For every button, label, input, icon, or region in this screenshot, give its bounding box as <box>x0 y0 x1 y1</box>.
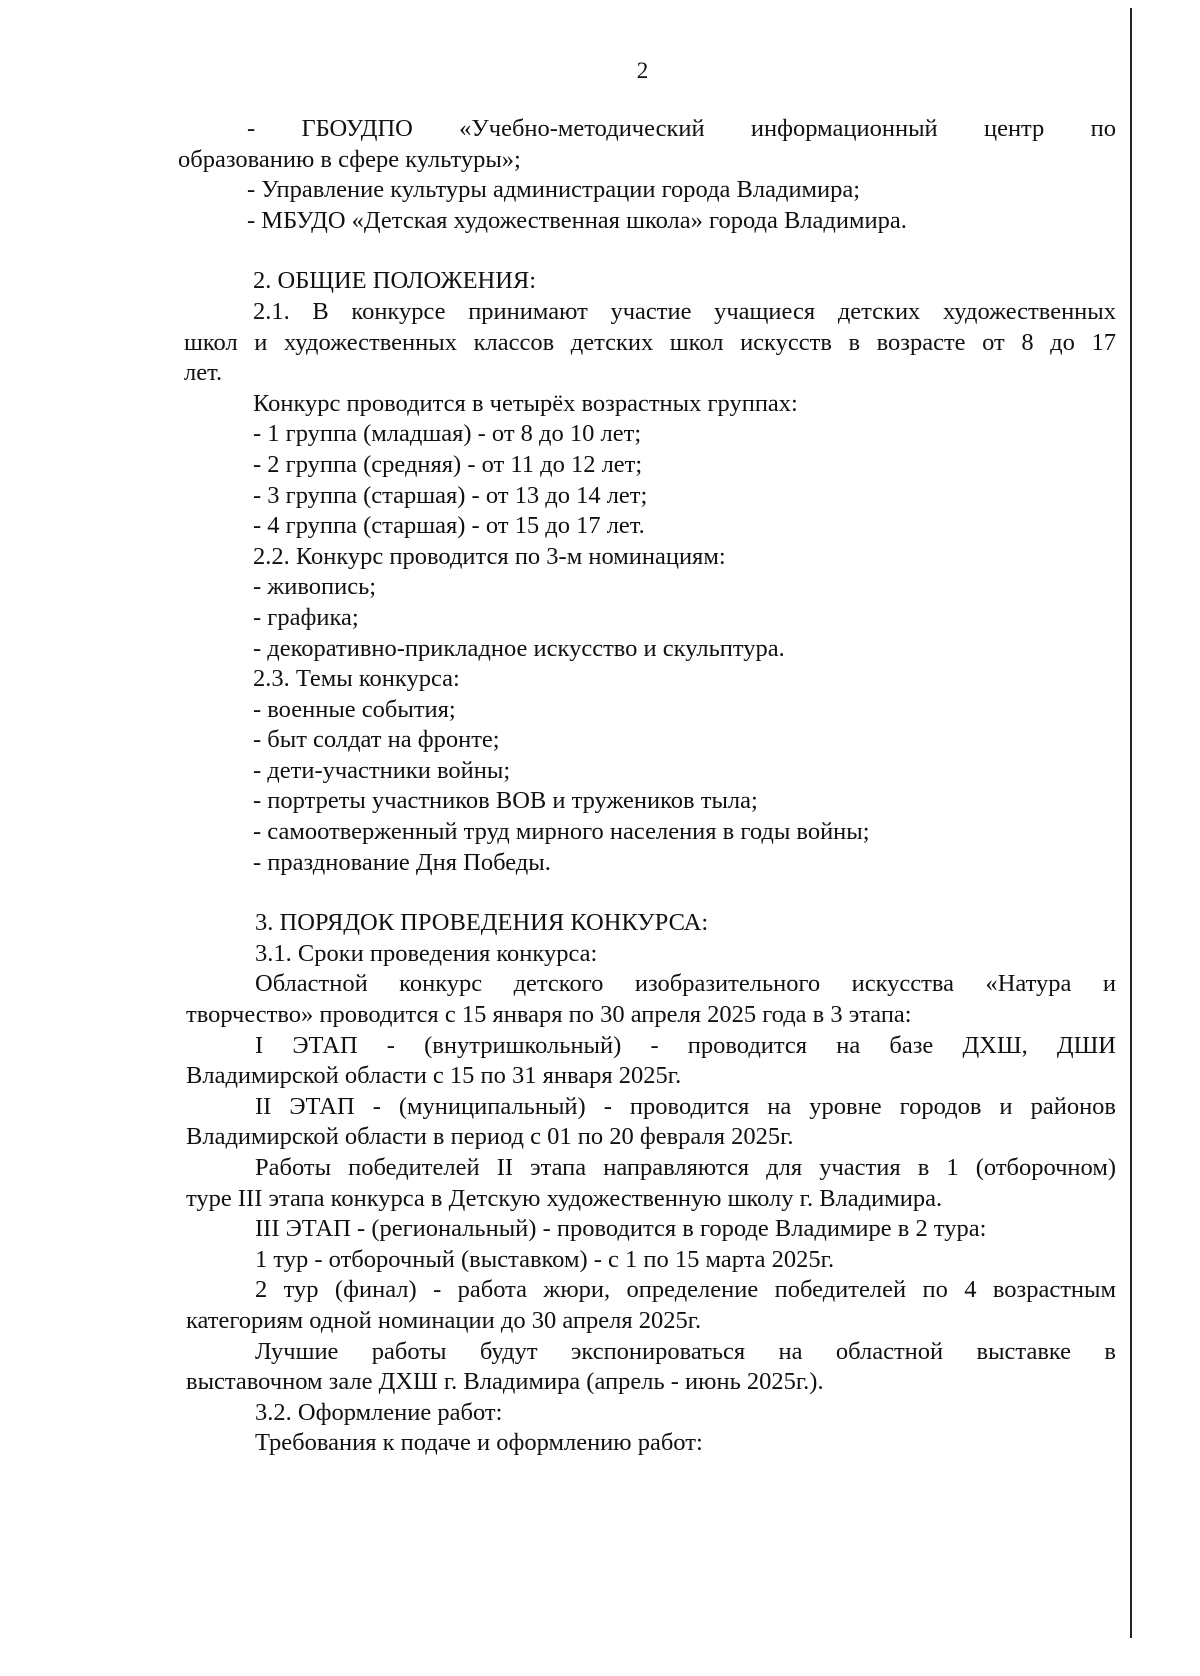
page-edge-line <box>1130 8 1132 1638</box>
section-heading: 2. ОБЩИЕ ПОЛОЖЕНИЯ: <box>253 267 537 295</box>
paragraph-line: 3.1. Сроки проведения конкурса: <box>255 939 598 967</box>
paragraph-line: III ЭТАП - (региональный) - проводится в городе Владимире в 2 тура: <box>255 1215 987 1243</box>
section-heading: 3. ПОРЯДОК ПРОВЕДЕНИЯ КОНКУРСА: <box>255 909 709 937</box>
list-item: - графика; <box>253 603 359 631</box>
section-general <box>178 266 1116 878</box>
list-item: - 1 группа (младшая) - от 8 до 10 лет; <box>253 420 642 448</box>
page-number: 2 <box>636 58 649 83</box>
paragraph-line: Лучшие работы будут экспонироваться на областной выставке в <box>255 1337 1116 1365</box>
list-item: - портреты участников ВОВ и тружеников тыла; <box>253 787 758 815</box>
paragraph-line: Конкурс проводится в четырёх возрастных группах: <box>253 389 798 417</box>
organizer-line: образованию в сфере культуры»; <box>178 145 521 173</box>
list-item: - самоотверженный труд мирного населения в годы войны; <box>253 818 870 846</box>
paragraph-line: Требования к подаче и оформлению работ: <box>255 1429 703 1457</box>
paragraph-line: 2.3. Темы конкурса: <box>253 665 460 693</box>
paragraph-line: 2.1. В конкурсе принимают участие учащиеся детских художественных <box>253 297 1116 325</box>
list-item: - живопись; <box>253 573 377 601</box>
paragraph-line: туре III этапа конкурса в Детскую художественную школу г. Владимира. <box>186 1184 943 1212</box>
list-item: - 3 группа (старшая) - от 13 до 14 лет; <box>253 481 648 509</box>
paragraph-line: Областной конкурс детского изобразительного искусства «Натура и <box>255 970 1116 998</box>
paragraph-line: выставочном зале ДХШ г. Владимира (апрель - июнь 2025г.). <box>186 1368 824 1396</box>
section-procedure <box>178 908 1116 1459</box>
paragraph-line: Работы победителей II этапа направляются для участия в 1 (отборочном) <box>255 1154 1116 1181</box>
organizer-line: - ГБОУДПО «Учебно-методический информационный центр по <box>247 115 1116 142</box>
paragraph-line: Владимирской области с 15 по 31 января 2025г. <box>186 1062 682 1090</box>
organizer-line: - МБУДО «Детская художественная школа» города Владимира. <box>247 206 907 234</box>
paragraph-line: I ЭТАП - (внутришкольный) - проводится на базе ДХШ, ДШИ <box>255 1031 1116 1059</box>
list-item: - дети-участники войны; <box>253 756 511 784</box>
paragraph-line: лет. <box>184 359 223 387</box>
paragraph-line: 3.2. Оформление работ: <box>255 1398 503 1426</box>
list-item: - 2 группа (средняя) - от 11 до 12 лет; <box>253 450 643 478</box>
list-item: - празднование Дня Победы. <box>253 848 551 876</box>
paragraph-line: II ЭТАП - (муниципальный) - проводится на уровне городов и районов <box>255 1092 1116 1120</box>
paragraph-line: школ и художественных классов детских школ искусств в возрасте от 8 до 17 <box>184 328 1116 356</box>
paragraph-line: 2.2. Конкурс проводится по 3-м номинациям: <box>253 542 726 570</box>
paragraph-line: творчество» проводится с 15 января по 30 апреля 2025 года в 3 этапа: <box>186 1001 912 1029</box>
list-item: - быт солдат на фронте; <box>253 726 500 754</box>
list-item: - 4 группа (старшая) - от 15 до 17 лет. <box>253 512 645 540</box>
paragraph-line: 2 тур (финал) - работа жюри, определение победителей по 4 возрастным <box>255 1276 1116 1304</box>
document-body <box>178 114 1116 1459</box>
paragraph-line: Владимирской области в период с 01 по 20 февраля 2025г. <box>186 1123 794 1151</box>
organizer-line: - Управление культуры администрации города Владимира; <box>247 176 861 204</box>
paragraph-line: категориям одной номинации до 30 апреля 2025г. <box>186 1306 702 1334</box>
list-item: - военные события; <box>253 695 456 723</box>
list-item: - декоративно-прикладное искусство и скульптура. <box>253 634 785 662</box>
paragraph-line: 1 тур - отборочный (выставком) - с 1 по 15 марта 2025г. <box>255 1245 835 1273</box>
